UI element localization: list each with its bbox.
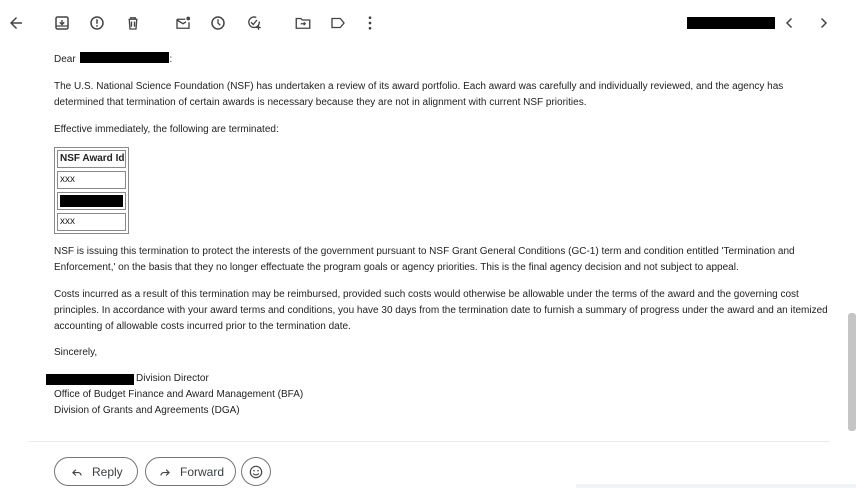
add-task-icon [245,14,263,32]
arrow-left-icon [7,14,25,32]
reply-icon [70,465,84,479]
reply-button[interactable] [54,457,138,486]
mark-unread-button[interactable] [173,13,193,33]
paragraph-termination-basis: NSF is issuing this termination to protect the interests of the government pursuant to NSF Grant General Conditions (GC-1) term and condition entitled 'Termination and Enforcement,' on the basis that they no longer effectuate the program goals or agency priorities. This is the final agency decision and not subject to appeal. [54,246,795,273]
older-message-button[interactable] [813,13,833,33]
move-to-button[interactable] [293,13,313,33]
newer-message-button[interactable] [780,13,800,33]
award-row: xxx [57,171,126,189]
chevron-left-icon [781,14,799,32]
reply-label: Reply [92,464,123,479]
salutation-line [54,52,830,68]
signature-title: Division Director [136,373,209,384]
award-row-redacted [57,192,126,210]
closing: Sincerely, [54,347,98,358]
chevron-right-icon [814,14,832,32]
redacted-signer-name [46,374,134,385]
report-spam-icon [88,14,106,32]
label-icon [329,14,347,32]
salutation-suffix: : [169,54,173,65]
trash-icon [124,14,142,32]
bottom-edge [576,484,856,488]
message-divider [28,441,830,442]
move-to-folder-icon [294,14,312,32]
paragraph-review: The U.S. National Science Foundation (NSF) has undertaken a review of its award portfolio. Each award was carefully and individually reviewed, and the agency has determined that termination of certain awards is necessary because they are not in alignment with current NSF priorities. [54,81,784,108]
award-row: xxx [57,213,126,231]
clock-icon [209,14,227,32]
scrollbar-thumb[interactable] [848,313,856,431]
redacted-message-counter [687,17,775,29]
award-table [54,147,129,234]
emoji-reaction-button[interactable] [241,457,271,486]
label-button[interactable] [328,13,348,33]
salutation: Dear [54,54,76,65]
more-options-button[interactable] [360,13,380,33]
paragraph-costs: Costs incurred as a result of this termination may be reimbursed, provided such costs would otherwise be allowable under the terms of the award and the governing cost principles. In accordance with your award terms and conditions, you have 30 days from the termination date to furnish a summary of progress under the award and an itemized accounting of allowable costs incurred prior to the termination date. [54,289,828,332]
award-table-header: NSF Award Id [57,150,126,168]
forward-label: Forward [180,464,225,479]
snooze-button[interactable] [208,13,228,33]
report-spam-button[interactable] [87,13,107,33]
signature-office: Office of Budget Finance and Award Management (BFA) [54,389,304,400]
paragraph-effective: Effective immediately, the following are terminated: [54,124,279,135]
signature-division: Division of Grants and Agreements (DGA) [54,405,240,416]
redacted-recipient-name [80,52,169,63]
archive-button[interactable] [52,13,72,33]
back-button[interactable] [6,13,26,33]
forward-icon [158,465,172,479]
forward-button[interactable] [145,457,236,486]
archive-icon [53,14,71,32]
smiley-icon [248,464,264,480]
add-task-button[interactable] [244,13,264,33]
delete-button[interactable] [123,13,143,33]
redacted-award-id [60,195,123,207]
mark-unread-icon [174,14,192,32]
more-vertical-icon [361,14,379,32]
message-toolbar [0,0,856,46]
